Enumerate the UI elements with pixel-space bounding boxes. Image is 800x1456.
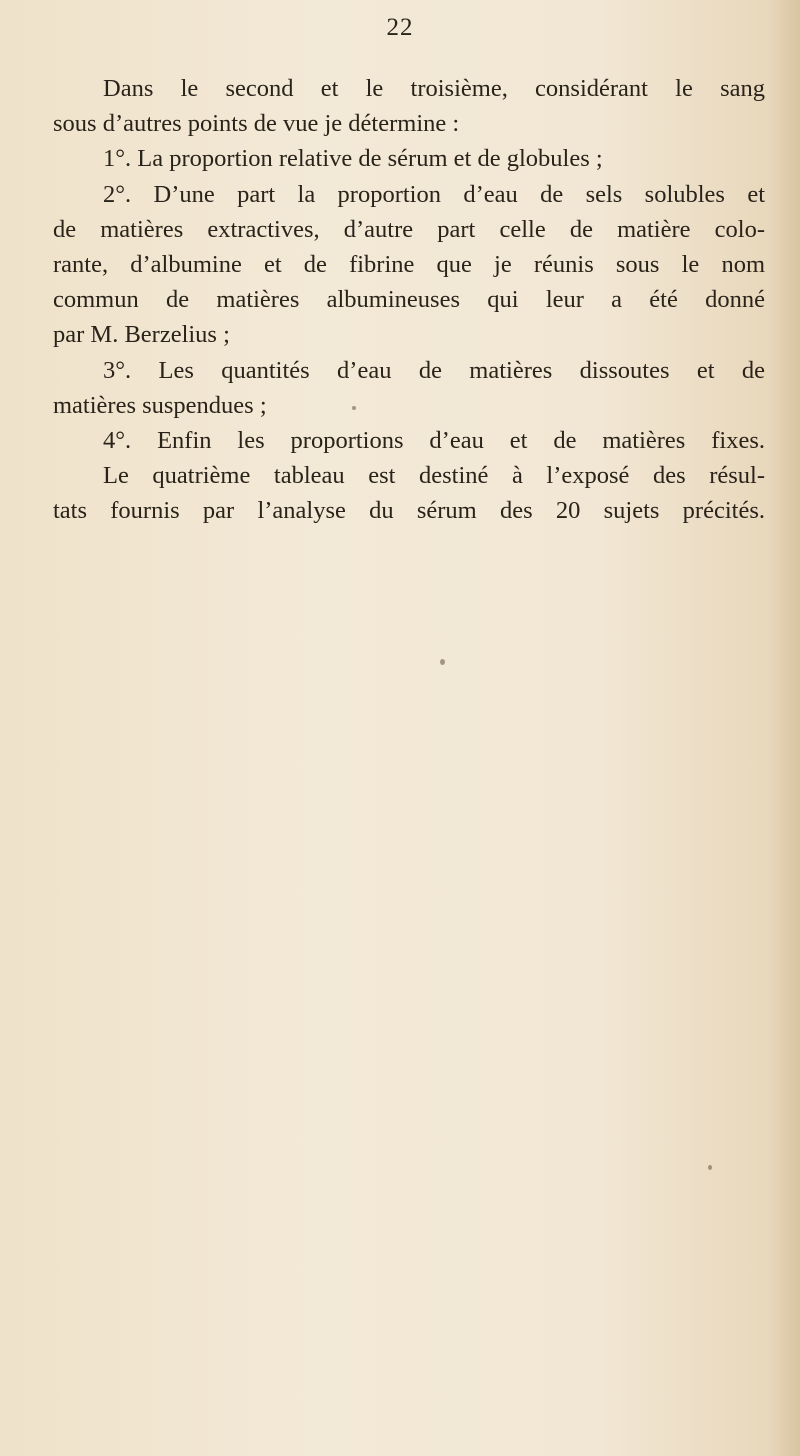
text-line: 1°. La proportion relative de sérum et de globules ; <box>103 145 603 173</box>
ink-spot <box>352 406 356 410</box>
text-line: sous d’autres points de vue je détermine : <box>53 110 460 138</box>
text-line: rante, d’albumine et de fibrine que je réunis sous le nom <box>53 251 765 279</box>
text-line: de matières extractives, d’autre part celle de matière colo- <box>53 215 765 243</box>
text-line: tats fournis par l’analyse du sérum des 20 sujets précités. <box>53 497 765 525</box>
text-line: par M. Berzelius ; <box>53 321 230 349</box>
page-number: 22 <box>386 14 414 41</box>
text-line: Dans le second et le troisième, considérant le sang <box>103 75 765 102</box>
ink-spot <box>440 659 445 665</box>
text-line: 2°. D’une part la proportion d’eau de sels solubles et <box>103 180 765 208</box>
text-line: commun de matières albumineuses qui leur a été donné <box>53 286 765 314</box>
text-line: Le quatrième tableau est destiné à l’exposé des résul- <box>103 462 765 490</box>
text-line: matières suspendues ; <box>53 391 267 419</box>
text-line: 4°. Enfin les proportions d’eau et de matières fixes. <box>103 427 765 455</box>
text-line: 3°. Les quantités d’eau de matières dissoutes et de <box>103 356 765 384</box>
body-text <box>53 71 765 529</box>
ink-spot <box>708 1165 712 1170</box>
